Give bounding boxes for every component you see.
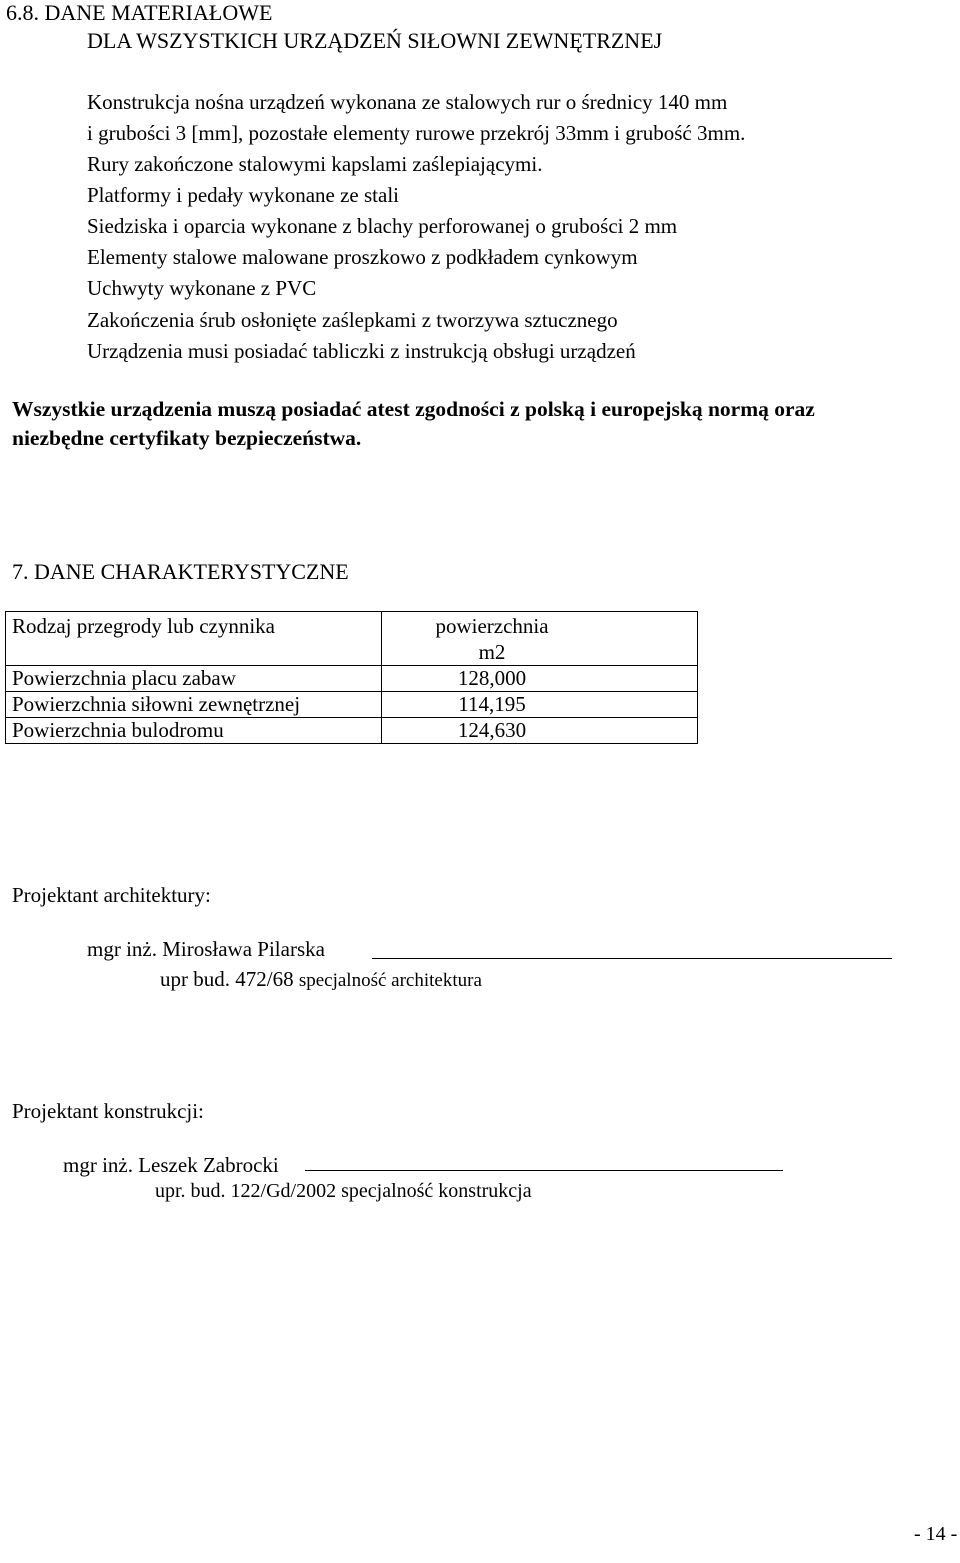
material-line-2: i grubości 3 [mm], pozostałe elementy rurowe przekrój 33mm i grubość 3mm. xyxy=(87,121,746,145)
architect-specialty: specjalność architektura xyxy=(298,970,482,991)
section-title: 6.8. DANE MATERIAŁOWE xyxy=(6,0,273,25)
header-cell-area xyxy=(382,612,698,666)
architect-credentials xyxy=(160,964,482,996)
material-line-3: Rury zakończone stalowymi kapslami zaślepiającymi. xyxy=(87,152,543,176)
table-row xyxy=(6,666,698,692)
header-area-word: powierzchnia xyxy=(435,614,549,638)
header-area-unit: m2 xyxy=(478,640,506,664)
material-line-8: Zakończenia śrub osłonięte zaślepkami z tworzywa sztucznego xyxy=(87,308,618,332)
certification-notice-line-1: Wszystkie urządzenia muszą posiadać atest zgodności z polską i europejską normą oraz xyxy=(12,397,815,421)
row-value xyxy=(382,666,698,692)
material-line-1: Konstrukcja nośna urządzeń wykonana ze stalowych rur o średnicy 140 mm xyxy=(87,90,728,114)
architect-signature-line xyxy=(372,958,892,959)
material-line-5: Siedziska i oparcia wykonane z blachy perforowanej o grubości 2 mm xyxy=(87,214,678,238)
row-label: Powierzchnia siłowni zewnętrznej xyxy=(6,692,382,718)
characteristics-title: 7. DANE CHARAKTERYSTYCZNE xyxy=(12,559,349,584)
section-subtitle: DLA WSZYSTKICH URZĄDZEŃ SIŁOWNI ZEWNĘTRZNEJ xyxy=(87,28,663,53)
table-header-row xyxy=(6,612,698,666)
row-label: Powierzchnia bulodromu xyxy=(6,718,382,744)
characteristics-table xyxy=(5,611,698,744)
row-value xyxy=(382,692,698,718)
table-row xyxy=(6,718,698,744)
structural-signature-line xyxy=(305,1170,783,1171)
material-line-9: Urządzenia musi posiadać tabliczki z instrukcją obsługi urządzeń xyxy=(87,339,636,363)
architect-license: upr bud. 472/68 xyxy=(160,967,294,991)
header-cell-type: Rodzaj przegrody lub czynnika xyxy=(6,612,382,666)
row-value-text: 128,000 xyxy=(457,666,527,690)
material-line-6: Elementy stalowe malowane proszkowo z podkładem cynkowym xyxy=(87,245,638,269)
row-label: Powierzchnia placu zabaw xyxy=(6,666,382,692)
header-area-label xyxy=(435,613,548,665)
architect-name: mgr inż. Mirosława Pilarska xyxy=(87,937,325,961)
structural-name: mgr inż. Leszek Zabrocki xyxy=(63,1153,279,1177)
structural-credentials: upr. bud. 122/Gd/2002 specjalność konstrukcja xyxy=(155,1180,532,1202)
row-value-text: 114,195 xyxy=(458,692,526,716)
page-number: - 14 - xyxy=(914,1523,958,1545)
material-line-7: Uchwyty wykonane z PVC xyxy=(87,276,317,300)
certification-notice-line-2: niezbędne certyfikaty bezpieczeństwa. xyxy=(12,426,362,450)
material-line-4: Platformy i pedały wykonane ze stali xyxy=(87,183,399,207)
architect-label: Projektant architektury: xyxy=(12,883,211,907)
structural-label: Projektant konstrukcji: xyxy=(12,1099,204,1123)
row-value-text: 124,630 xyxy=(457,718,527,742)
table-row xyxy=(6,692,698,718)
row-value xyxy=(382,718,698,744)
